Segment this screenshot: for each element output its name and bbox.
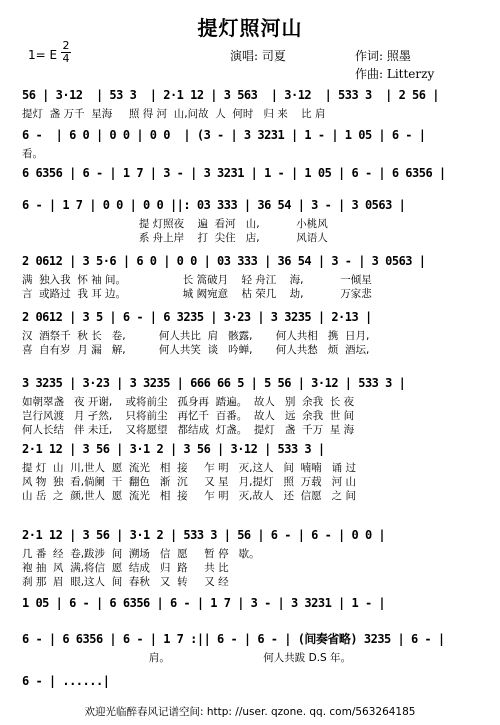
lyric-line: 山 岳 之 颜,世人 愿 流光 相 接 乍 明 灭,故人 还 信愿 之 间 (22, 490, 356, 502)
footer-credit: 欢迎光临醉春风记谱空间: http: //user. qzone. qq. com/563264185 (84, 706, 416, 718)
notation-line: 2 0612 | 3 5 | 6 - | 6 3235 | 3·23 | 3 3235 | 2·13 | (22, 310, 372, 324)
time-signature-bottom: 4 (62, 52, 70, 65)
notation-line: 1 05 | 6 - | 6 6356 | 6 - | 1 7 | 3 - | 3 3231 | 1 - | (22, 596, 386, 610)
notation-line: 6 - | 6 6356 | 6 - | 1 7 :|| 6 - | 6 - | (间奏省略) 3235 | 6 - | (22, 632, 445, 646)
singer-credit: 演唱: 司夏 (230, 49, 286, 63)
composer-credit: 作曲: Litterzy (355, 67, 435, 81)
song-title: 提灯照河山 (197, 16, 303, 40)
notation-line: 2·1 12 | 3 56 | 3·1 2 | 533 3 | 56 | 6 - | 6 - | 0 0 | (22, 528, 386, 542)
lyric-line: 汉 酒祭千 秋 长 卷, 何人共比 肩 骸露, 何人共相 携 日月, (22, 330, 370, 342)
lyric-line: 言 或路过 我 耳 边。 城 阙宛意 枯 荣几 劫, 万家悲 (22, 288, 372, 300)
lyric-line: 岂行风渡 月 孑然, 只将前尘 再忆千 百番。 故人 远 余我 世 间 (22, 410, 355, 422)
lyric-line: 几 番 经 卷,跋涉 间 溯场 信 愿 暂 停 歇。 (22, 548, 260, 560)
lyric-line: 刹 那 眉 眼,这人 间 春秋 又 转 又 经 (22, 576, 229, 588)
lyric-line: 看。 (22, 148, 43, 160)
lyric-line: 提灯 盏 万千 星海 照 得 河 山,问故 人 何时 归 来 比 肩 (22, 108, 326, 120)
notation-line: 56 | 3·12 | 53 3 | 2·1 12 | 3 563 | 3·12 | 533 3 | 2 56 | (22, 88, 439, 102)
lyric-line: 系 舟上岸 打 尖住 店, 风语人 (22, 232, 328, 244)
lyric-line: 袍 抽 风 满,将信 愿 结成 归 路 共 比 (22, 562, 229, 574)
lyric-line: 如朝翠盏 夜 开谢, 或将前尘 孤身再 踏遍。 故人 别 余我 长 夜 (22, 396, 355, 408)
notation-line: 6 - | 6 0 | 0 0 | 0 0 | (3 - | 3 3231 | 1 - | 1 05 | 6 - | (22, 128, 426, 142)
time-signature (60, 40, 72, 65)
lyric-line: 风 物 独 看,倘阑 干 翻色 渐 沉 又 星 月,提灯 照 万载 河 山 (22, 476, 356, 488)
lyricist-credit: 作词: 照墨 (355, 49, 411, 63)
time-signature-top: 2 (62, 39, 70, 52)
notation-line: 6 - | 1 7 | 0 0 | 0 0 ||: 03 333 | 36 54 | 3 - | 3 0563 | (22, 198, 406, 212)
notation-line: 3 3235 | 3·23 | 3 3235 | 666 66 5 | 5 56 | 3·12 | 533 3 | (22, 376, 406, 390)
notation-line: 6 - | ......| (22, 674, 110, 688)
notation-line: 2 0612 | 3 5·6 | 6 0 | 0 0 | 03 333 | 36 54 | 3 - | 3 0563 | (22, 254, 426, 268)
key-signature: 1= E (28, 48, 58, 62)
lyric-line: 喜 自有岁 月 漏 解, 何人共笑 谈 吟蝉, 何人共愁 烦 酒坛, (22, 344, 370, 356)
lyric-line: 何人长结 伴 未迁, 又将愿望 都结成 灯盏。 提灯 盏 千万 星 海 (22, 424, 355, 436)
lyric-line: 满 独入我 怀 袖 间。 长 篙破月 轻 舟江 海, 一倾星 (22, 274, 372, 286)
lyric-line: 肩。 何人共跋 D.S 年。 (22, 652, 352, 664)
notation-line: 2·1 12 | 3 56 | 3·1 2 | 3 56 | 3·12 | 533 3 | (22, 442, 325, 456)
lyric-line: 提 灯 山 川,世人 愿 流光 相 接 乍 明 灭,这人 间 喃喃 诵 过 (22, 462, 356, 474)
notation-line: 6 6356 | 6 - | 1 7 | 3 - | 3 3231 | 1 - | 1 05 | 6 - | 6 6356 | (22, 166, 446, 180)
lyric-line: 提 灯照夜 遍 看河 山, 小桃风 (22, 218, 328, 230)
